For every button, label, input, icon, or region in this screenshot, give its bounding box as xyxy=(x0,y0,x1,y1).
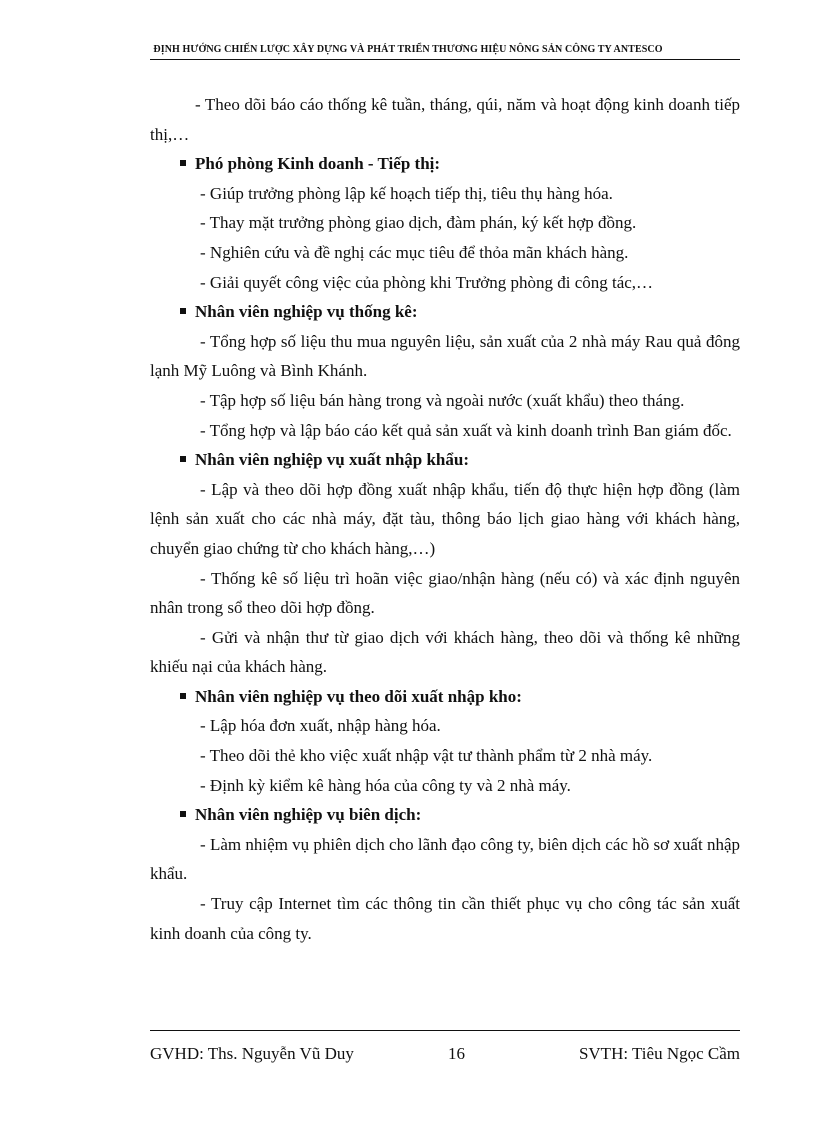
paragraph: - Định kỳ kiểm kê hàng hóa của công ty và 2 nhà máy. xyxy=(200,775,571,795)
section-heading-text: Nhân viên nghiệp vụ xuất nhập khẩu: xyxy=(195,450,470,470)
section-heading-text: Nhân viên nghiệp vụ biên dịch: xyxy=(195,805,422,825)
advisor-label: GVHD: Ths. Nguyễn Vũ Duy xyxy=(150,1044,354,1063)
page-number: 16 xyxy=(448,1044,465,1063)
paragraph: - Tổng hợp số liệu thu mua nguyên liệu, sản xuất của 2 nhà máy Rau quả đông lạnh Mỹ Luông và Bình Khánh. xyxy=(150,331,740,381)
paragraph: - Thống kê số liệu trì hoãn việc giao/nhận hàng (nếu có) và xác định nguyên nhân trong sổ theo dõi hợp đồng. xyxy=(150,568,740,618)
section-heading-text: Nhân viên nghiệp vụ thống kê: xyxy=(195,302,418,322)
section-heading-text: Nhân viên nghiệp vụ theo dõi xuất nhập kho: xyxy=(195,686,522,706)
square-bullet-icon xyxy=(180,693,186,699)
paragraph: - Gửi và nhận thư từ giao dịch với khách hàng, theo dõi và thống kê những khiếu nại của khách hàng. xyxy=(150,627,740,677)
section-heading xyxy=(150,297,740,327)
section-heading-text: Phó phòng Kinh doanh - Tiếp thị: xyxy=(195,154,441,174)
running-header: ĐỊNH HƯỚNG CHIẾN LƯỢC XÂY DỰNG VÀ PHÁT TRIỂN THƯƠNG HIỆU NÔNG SẢN CÔNG TY ANTESCO xyxy=(153,44,663,55)
page-footer xyxy=(150,1044,740,1068)
section-heading xyxy=(150,682,740,712)
page-body xyxy=(150,90,740,948)
paragraph: - Giải quyết công việc của phòng khi Trưởng phòng đi công tác,… xyxy=(200,272,654,292)
paragraph: - Làm nhiệm vụ phiên dịch cho lãnh đạo công ty, biên dịch các hồ sơ xuất nhập khẩu. xyxy=(150,834,740,884)
section-heading xyxy=(150,445,740,475)
square-bullet-icon xyxy=(180,160,186,166)
section-heading xyxy=(150,800,740,830)
paragraph: - Theo dõi báo cáo thống kê tuần, tháng, qúi, năm và hoạt động kinh doanh tiếp thị,… xyxy=(150,95,740,144)
square-bullet-icon xyxy=(180,811,186,817)
paragraph: - Tổng hợp và lập báo cáo kết quả sản xuất và kinh doanh trình Ban giám đốc. xyxy=(200,420,732,440)
paragraph: - Nghiên cứu và đề nghị các mục tiêu để thỏa mãn khách hàng. xyxy=(200,242,629,262)
paragraph: - Giúp trưởng phòng lập kế hoạch tiếp thị, tiêu thụ hàng hóa. xyxy=(200,183,613,203)
footer-divider xyxy=(150,1030,740,1031)
header-divider xyxy=(150,59,740,60)
student-label: SVTH: Tiêu Ngọc Cầm xyxy=(578,1044,740,1063)
paragraph: - Thay mặt trưởng phòng giao dịch, đàm phán, ký kết hợp đồng. xyxy=(200,213,637,233)
square-bullet-icon xyxy=(180,456,186,462)
paragraph: - Theo dõi thẻ kho việc xuất nhập vật tư thành phẩm từ 2 nhà máy. xyxy=(200,746,653,766)
paragraph: - Truy cập Internet tìm các thông tin cần thiết phục vụ cho công tác sản xuất kinh doanh của công ty. xyxy=(150,894,740,943)
section-heading xyxy=(150,149,740,179)
paragraph: - Lập hóa đơn xuất, nhập hàng hóa. xyxy=(200,716,441,736)
paragraph: - Tập hợp số liệu bán hàng trong và ngoài nước (xuất khẩu) theo tháng. xyxy=(200,390,685,410)
paragraph: - Lập và theo dõi hợp đồng xuất nhập khẩu, tiến độ thực hiện hợp đồng (làm lệnh sản xuất cho các nhà máy, đặt tàu, thông báo lịch giao hàng với khách hàng, chuyển giao chứng từ cho khách hàng,…) xyxy=(150,479,740,558)
square-bullet-icon xyxy=(180,308,186,314)
